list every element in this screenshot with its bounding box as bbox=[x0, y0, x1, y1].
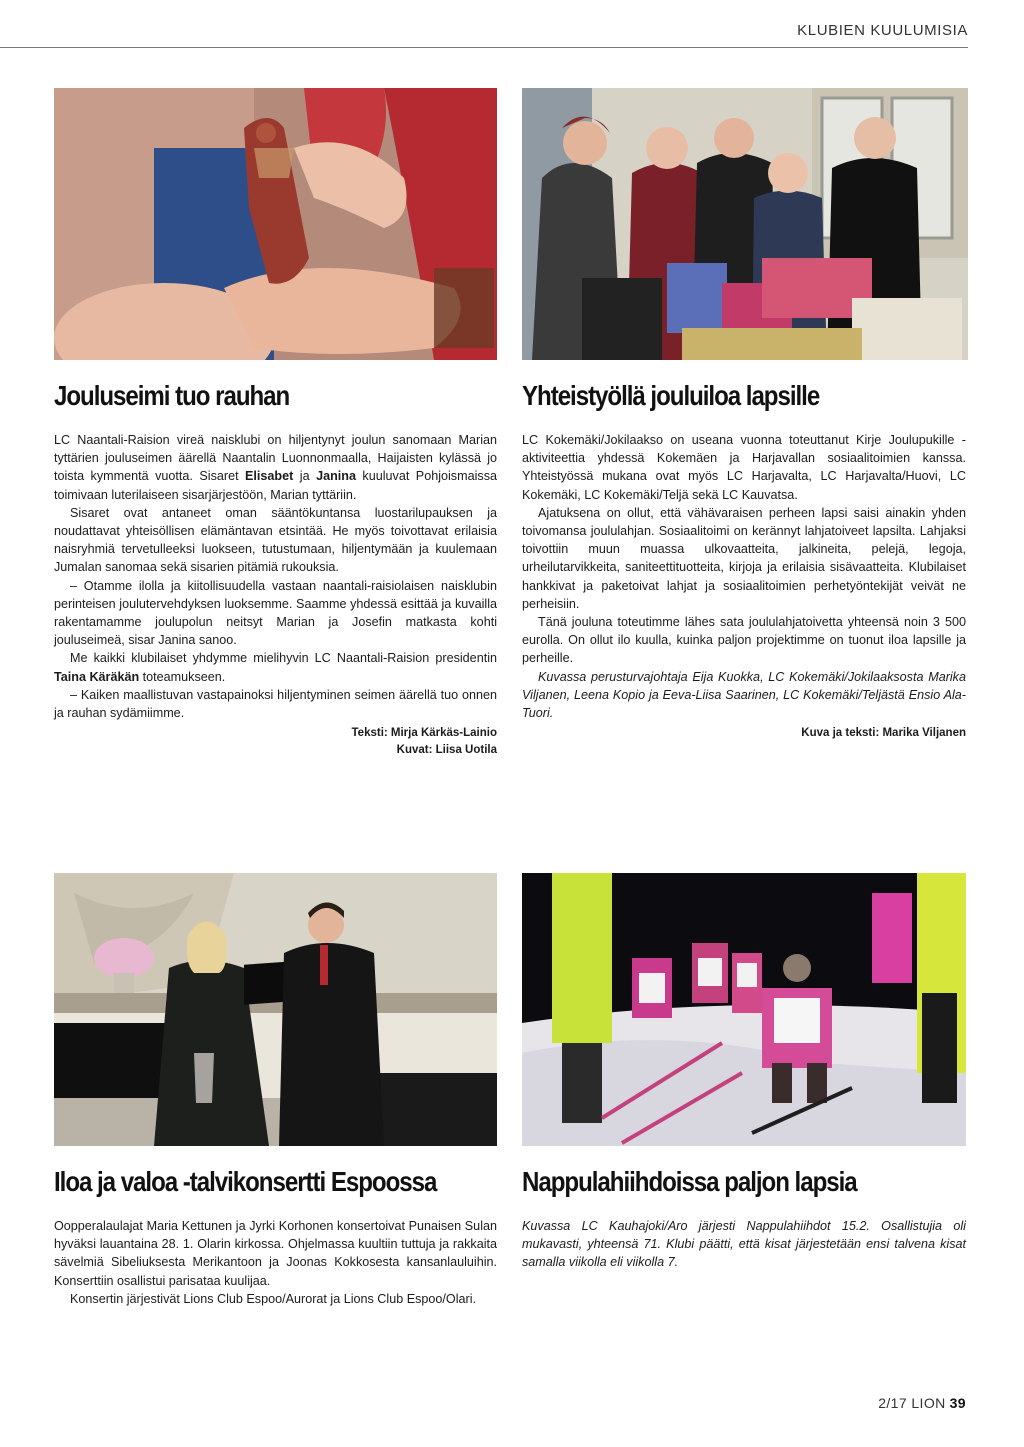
photo-concert bbox=[54, 873, 497, 1146]
photo-skiing bbox=[522, 873, 966, 1146]
credit-line: Kuvat: Liisa Uotila bbox=[396, 744, 497, 757]
header-rule bbox=[0, 47, 968, 48]
paragraph: LC Kokemäki/Jokilaakso on useana vuonna toteuttanut Kirje Joulupukille -aktiviteettia yhdessä Kokemäen ja Harjavallan sosiaalitoimien kanssa. Yhteistyössä mukana ovat myös LC Harjavalta, LC Harjavalta/Huovi, LC Kokemäki, LC Kokemäki/Teljä sekä LC Kauvatsa. bbox=[522, 433, 966, 502]
article-body-a1 bbox=[54, 431, 497, 759]
headline-a3: Iloa ja valoa -talvikonsertti Espoossa bbox=[54, 1166, 437, 1197]
paragraph: Me kaikki klubilaiset yhdymme mielihyvin LC Naantali-Raision presidentin Taina Käräkän toteamukseen. bbox=[54, 651, 497, 684]
headline-a1: Jouluseimi tuo rauhan bbox=[54, 380, 290, 411]
kids-skiing-photo bbox=[522, 873, 966, 1146]
hands-nativity-photo bbox=[54, 88, 497, 360]
paragraph: – Kaiken maallistuvan vastapainoksi hiljentyminen seimen äärellä tuo onnen ja rauhan sydämiimme. bbox=[54, 687, 497, 721]
paragraph: Oopperalaulajat Maria Kettunen ja Jyrki Korhonen konsertoivat Punaisen Sulan hyväksi lauantaina 28. 1. Olarin kirkossa. Ohjelmassa kuultiin tuttuja ja rakkaita sävelmiä Sibeliuksesta Merikantoon ja Joonas Kokkosesta kansanlauluihin. Konserttiin osallistui parisataa kuulijaa. bbox=[54, 1219, 497, 1288]
article-body-a2 bbox=[522, 431, 966, 742]
paragraph: Konsertin järjestivät Lions Club Espoo/Aurorat ja Lions Club Espoo/Olari. bbox=[70, 1291, 477, 1306]
paragraph: LC Naantali-Raision vireä naisklubi on hiljentynyt joulun sanomaan Marian tyttärien jouluseimen äärellä Naantalin Luonnonmaalla, Haijaisten kylässä jo toista kymmentä vuotta. Sisaret Elisabet ja Janina kuuluvat Pohjoismaissa toimivaan luterilaiseen sisarjärjestöön, Marian tyttäriin. bbox=[54, 433, 497, 502]
photo-caption: Kuvassa LC Kauhajoki/Aro järjesti Nappulahiihdot 15.2. Osallistujia oli mukavasti, yhteensä 71. Klubi päätti, että kisat järjestetään ensi talvena kisat samalla viikolla eli viikolla 7. bbox=[522, 1219, 966, 1270]
photo-group-gifts bbox=[522, 88, 968, 360]
photo-nativity bbox=[54, 88, 497, 360]
headline-a4: Nappulahiihdoissa paljon lapsia bbox=[522, 1166, 857, 1197]
page-footer bbox=[878, 1395, 966, 1411]
credit-line: Teksti: Mirja Kärkäs-Lainio bbox=[351, 727, 497, 740]
credit-line: Kuva ja teksti: Marika Viljanen bbox=[801, 727, 966, 740]
group-with-gifts-photo bbox=[522, 88, 968, 360]
issue-label: 2/17 LION bbox=[878, 1395, 946, 1411]
page-number: 39 bbox=[949, 1395, 966, 1411]
headline-a2: Yhteistyöllä jouluiloa lapsille bbox=[522, 380, 820, 411]
photo-caption: Kuvassa perusturvajohtaja Eija Kuokka, LC Kokemäki/Jokilaaksosta Marika Viljanen, Leena Kopio ja Eeva-Liisa Saarinen, LC Kokemäki/Teljästä Ensio Ala-Tuori. bbox=[522, 669, 966, 721]
paragraph: Sisaret ovat antaneet oman sääntökuntansa luostarilupauksen ja noudattavat yhteisöllisen elämäntavan etsintää. He myös toivottavat erilaisia naisryhmiä tervetulleeksi luokseen, tutustumaan, hiljentymään ja kuulemaan Jumalan sanomaa sekä sisarien pitämiä rukouksia. bbox=[54, 505, 497, 575]
article-body-a4 bbox=[522, 1217, 966, 1272]
paragraph: – Otamme ilolla ja kiitollisuudella vastaan naantali-raisiolaisen naisklubin perinteisen joulutervehdyksen luoksemme. Saamme yhdessä esittää ja kuvailla rakentamamme joulupolun neitsyt Marian ja Josefin matkasta kohti jouluseimeä, sisar Janina sanoo. bbox=[54, 578, 497, 648]
paragraph: Tänä jouluna toteutimme lähes sata joululahjatoivetta yhteensä noin 3 500 eurolla. On ollut ilo kuulla, kuinka paljon projektimme on tuonut iloa lapsille ja perheille. bbox=[522, 615, 966, 666]
paragraph: Ajatuksena on ollut, että vähävaraisen perheen lapsi saisi ainakin yhden toivomansa joululahjan. Sosiaalitoimi on kerännyt lahjatoiveet lapsilta. Lahjaksi toivottiin muun muassa ulkovaatteita, jalkineita, pelejä, legoja, urheilutarvikkeita, saniteettituotteita, kirjoja ja erilaisia sisävaatteita. Klubilaiset hankkivat ja paketoivat lahjat ja sosiaalitoimien perhetyöntekijät veivät ne perheisiin. bbox=[522, 505, 966, 611]
concert-singers-photo bbox=[54, 873, 497, 1146]
section-header: KLUBIEN KUULUMISIA bbox=[797, 22, 968, 39]
article-body-a3 bbox=[54, 1217, 497, 1308]
